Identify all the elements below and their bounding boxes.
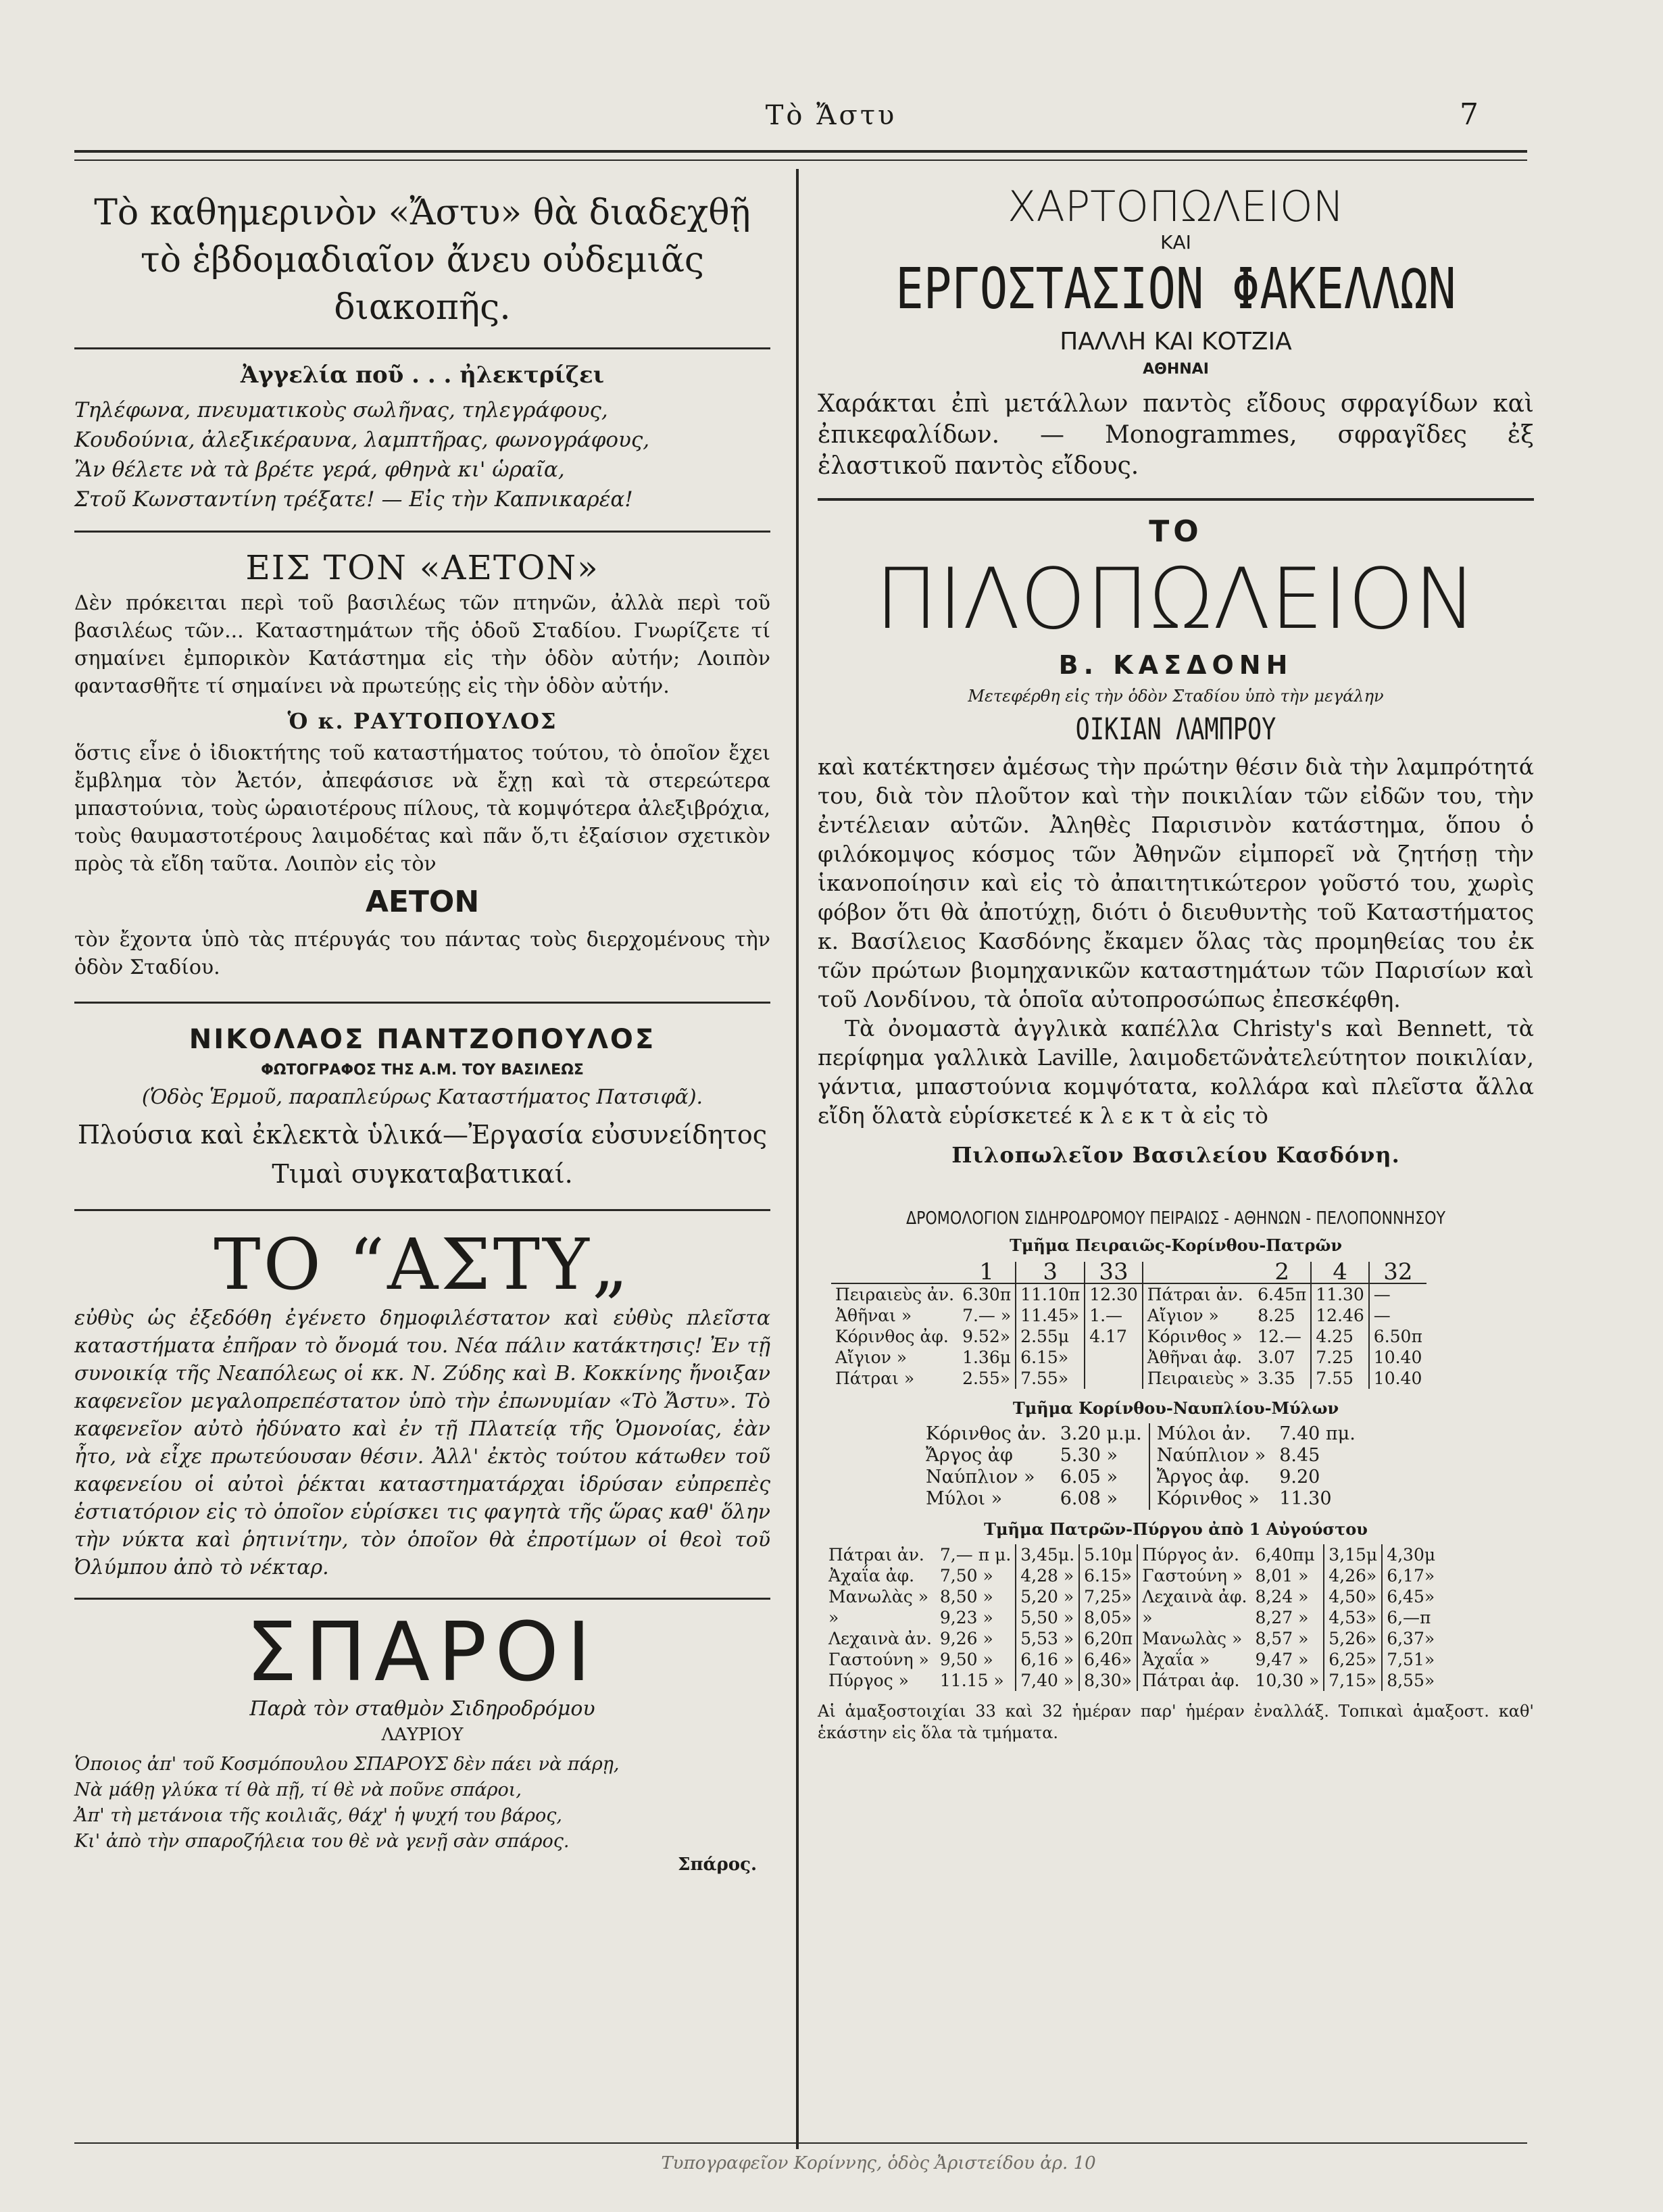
cell: 11.15 » — [939, 1671, 1004, 1690]
cell: Ἀχαΐα ἀφ. — [828, 1566, 915, 1586]
table-row — [824, 1649, 1439, 1670]
divider — [74, 347, 770, 349]
cell: 4.25 — [1311, 1326, 1369, 1347]
photographer-name: ΝΙΚΟΛΑΟΣ ΠΑΝΤΖΟΠΟΥΛΟΣ — [189, 1024, 656, 1055]
cell: 10.40 — [1369, 1347, 1426, 1368]
cell: 4,53» — [1324, 1607, 1382, 1628]
table-header-row — [831, 1262, 1426, 1283]
cell: 8,01 » — [1255, 1566, 1309, 1586]
cell: Ἄργος ἀφ — [926, 1445, 1013, 1466]
cell: 11.45» — [1016, 1305, 1085, 1326]
timetable-section-3 — [824, 1544, 1439, 1691]
cell: 2.55» — [962, 1369, 1011, 1388]
cell: 12.— — [1258, 1327, 1301, 1346]
cell: 8.45 — [1279, 1445, 1320, 1466]
cell: 4.17 — [1085, 1326, 1143, 1347]
table-row — [831, 1368, 1426, 1389]
timetable-section-2-title: Τμῆμα Κορίνθου-Ναυπλίου-Μύλων — [1012, 1398, 1339, 1418]
asty-big-title: ΤΟ “ΑΣΤΥ„ — [214, 1223, 631, 1306]
cell: 3,15μ — [1324, 1544, 1382, 1565]
col-header — [831, 1262, 958, 1283]
stationery-text: Χαράκται ἐπὶ μετάλλων παντὸς εἴδους σφραγίδων καὶ ἐπικεφαλίδων. — Monogrammes, σφραγῖδες ἐξ ἐλαστικοῦ παντὸς εἴδους. — [818, 390, 1534, 480]
asty-ad — [74, 1225, 770, 1581]
timetable-section-1 — [831, 1258, 1426, 1389]
table-row — [831, 1305, 1426, 1326]
cell: 7,15» — [1324, 1670, 1382, 1691]
cell: 8,55» — [1382, 1670, 1439, 1691]
header-rule — [74, 150, 1527, 153]
cell: 7.55 — [1311, 1368, 1369, 1389]
cell: 12.30 — [1085, 1283, 1143, 1305]
cell: 8,50 » — [939, 1587, 993, 1606]
electric-ad — [74, 362, 770, 514]
cell: Ἀθῆναι » — [835, 1306, 912, 1325]
table-row — [919, 1467, 1362, 1488]
cell: Κόρινθος » — [1143, 1326, 1254, 1347]
cell: 3.07 — [1258, 1348, 1295, 1367]
running-header: Τὸ Ἄστυ — [765, 100, 897, 131]
cell: Μύλοι » — [926, 1488, 1003, 1509]
sparoi-line-4: Κι' ἀπὸ τὴν σπαροζήλεια του θὲ νὰ γενῇ σὰν σπάρος. — [74, 1831, 570, 1852]
right-column — [818, 182, 1534, 1744]
aeton-text-1: Δὲν πρόκειται περὶ τοῦ βασιλέως τῶν πτηνῶν, ἀλλὰ περὶ τοῦ βασιλέως τῶν... Καταστημάτων τῆς ὁδοῦ Σταδίου. Γνωρίζετε τί σημαίνει ἐμπορικὸν Κατάστημα εἰς τὴν ὁδὸν αὐτήν; Λοιπὸν φαντασθῆτε τί σημαίνει νὰ πρωτεύῃς εἰς τὴν ὁδὸν αὐτήν. — [74, 591, 770, 698]
cell: Πάτραι » — [835, 1369, 915, 1388]
hat-shop-text-2: Τὰ ὀνομαστὰ ἀγγλικὰ καπέλλα Christy's καὶ Bennett, τὰ περίφημα γαλλικὰ Laville, λαιμοδετῶνἀτελεύτητον ποικιλίαν, γάντια, μπαστούνια κομψότατα, κολλάρα καὶ πλεῖστα ἄλλα εἴδη ὅλατὰ εὑρίσκετεέ κ λ ε κ τ ὰ εἰς τὸ — [818, 1015, 1534, 1129]
sparoi-line-1: Ὁποιος ἀπ' τοῦ Κοσμόπουλου ΣΠΑΡΟΥΣ δὲν πάει νὰ πάρῃ, — [74, 1754, 620, 1775]
photographer-ad — [74, 1024, 770, 1189]
footer-rule — [74, 2142, 1527, 2144]
stationery-line-2: ΚΑΙ — [1160, 231, 1191, 253]
table-row — [831, 1283, 1426, 1305]
col-header: 3 — [1016, 1262, 1085, 1283]
electric-line-1: Τηλέφωνα, πνευματικοὺς σωλῆνας, τηλεγράφους, — [74, 398, 608, 422]
cell: 8,05» — [1079, 1607, 1137, 1628]
cell: Ναύπλιον » — [1149, 1445, 1273, 1467]
cell: Πύργος ἀν. — [1137, 1544, 1251, 1565]
col-header: 32 — [1369, 1262, 1426, 1283]
cell: 4,30μ — [1382, 1544, 1439, 1565]
cell: Μανωλὰς » — [828, 1587, 929, 1606]
cell: Ἀθῆναι ἀφ. — [1143, 1347, 1254, 1368]
page-number: 7 — [1460, 97, 1479, 132]
cell: » — [1137, 1607, 1251, 1628]
cell: 9,26 » — [939, 1629, 993, 1648]
cell: 6,25» — [1324, 1649, 1382, 1670]
header-rule-2 — [74, 159, 1527, 161]
cell: 11.30 — [1311, 1283, 1369, 1305]
left-column — [74, 189, 770, 1875]
cell: 9,23 » — [939, 1608, 993, 1627]
cell: 4,28 » — [1016, 1565, 1079, 1586]
cell: 10.40 — [1369, 1368, 1426, 1389]
asty-text: εὐθὺς ὡς ἐξεδόθη ἐγένετο δημοφιλέστατον καὶ εὐθὺς πλεῖστα καταστήματα ἐπῆραν τὸ ὄνομά του. Νέα πάλιν κατάκτησις! Ἐν τῇ συνοικίᾳ τῆς Νεαπόλεως οἱ κκ. Ν. Ζύδης καὶ Β. Κοκκίνης ἤνοιξαν καφενεῖον μεγαλοπρεπέστατον ὑπὸ τὴν ἐπωνυμίαν «Τὸ Ἄστυ». Τὸ καφενεῖον αὐτὸ ἠδύνατο καὶ ἐν τῇ Πλατείᾳ τῆς Ὁμονοίας, ἐὰν ἦτο, νὰ εἶχε πρωτεύουσαν θέσιν. Ἀλλ' ἐκτὸς τούτου κάτωθεν τοῦ καφενείου οἱ αὐτοὶ ῥέκται καταστηματάρχαι ἱδρύσαν εὐπρεπὲς ἑστιατόριον εἰς τὸ ὁποῖον εὑρίσκει τις φαγητὰ τῆς ὥρας καθ' ὅλην τὴν νύκτα καὶ ῥητινίτην, τὸν ὁποῖον θὰ ἐπροτίμων οἱ θεοὶ τοῦ Ὀλύμπου ἀπὸ τὸ νέκταρ. — [74, 1306, 770, 1579]
cell: 6,46» — [1079, 1649, 1137, 1670]
electric-line-4: Στοῦ Κωνσταντίνη τρέξατε! — Εἰς τὴν Καπνικαρέα! — [74, 487, 633, 512]
cell: 6,16 » — [1016, 1649, 1079, 1670]
cell: 8.25 — [1258, 1306, 1295, 1325]
cell: 9,50 » — [939, 1650, 993, 1669]
hat-shop-the: ΤΟ — [1149, 514, 1203, 549]
cell: Πύργος » — [828, 1671, 909, 1690]
cell: — — [1369, 1305, 1426, 1326]
cell: 5,26» — [1324, 1628, 1382, 1649]
col-header: 2 — [1254, 1262, 1311, 1283]
cell: 5.30 » — [1060, 1445, 1118, 1466]
cell: 1.— — [1085, 1305, 1143, 1326]
col-header: 1 — [958, 1262, 1016, 1283]
cell: Πάτραι ἀν. — [1143, 1283, 1254, 1305]
cell: Κόρινθος ἀν. — [926, 1423, 1047, 1444]
stationery-ad — [818, 182, 1534, 482]
table-row — [824, 1544, 1439, 1565]
cell: Πειραιεὺς ἀν. — [835, 1285, 955, 1304]
cell: 6.08 » — [1060, 1488, 1118, 1509]
table-row — [919, 1423, 1362, 1445]
cell: 11.10π — [1016, 1283, 1085, 1305]
cell: 7.— » — [962, 1306, 1012, 1325]
table-row — [824, 1628, 1439, 1649]
sparoi-sub-1: Παρὰ τὸν σταθμὸν Σιδηροδρόμου — [249, 1697, 595, 1721]
timetable-section-1-title: Τμῆμα Πειραιῶς-Κορίνθου-Πατρῶν — [1009, 1235, 1343, 1255]
cell: 3.35 — [1258, 1369, 1295, 1388]
cell: 5.10μ — [1079, 1544, 1137, 1565]
cell: Πάτραι ἀν. — [828, 1545, 924, 1565]
col-header: 4 — [1311, 1262, 1369, 1283]
cell: 6.15» — [1016, 1347, 1085, 1368]
sparoi-big-title: ΣΠΑΡΟΙ — [245, 1606, 599, 1700]
cell: Γαστούνη » — [1137, 1565, 1251, 1586]
cell: 6.05 » — [1060, 1467, 1118, 1488]
cell: 6.50π — [1369, 1326, 1426, 1347]
aeton-heading: ΕΙΣ ΤΟΝ «ΑΕΤΟΝ» — [245, 548, 599, 587]
cell: Μανωλὰς » — [1137, 1628, 1251, 1649]
sparoi-line-3: Ἀπ' τὴ μετάνοια τῆς κοιλιᾶς, θάχ' ἡ ψυχή του βάρος, — [74, 1805, 562, 1826]
cell: 9.52» — [962, 1327, 1011, 1346]
cell: 9.20 — [1279, 1467, 1320, 1488]
divider — [74, 531, 770, 533]
divider — [74, 1598, 770, 1600]
cell: Ἀχαΐα » — [1137, 1649, 1251, 1670]
cell: 5,20 » — [1016, 1586, 1079, 1607]
cell: 7,40 » — [1016, 1670, 1079, 1691]
stationery-line-4: ΠΑΛΛΗ ΚΑΙ ΚΟΤΖΙΑ — [1060, 328, 1292, 355]
cell: Αἴγιον » — [1143, 1305, 1254, 1326]
cell: 6.45π — [1258, 1285, 1307, 1304]
cell: — — [1369, 1283, 1426, 1305]
aeton-ad — [74, 546, 770, 981]
cell: 6,17» — [1382, 1565, 1439, 1586]
electric-ad-heading: Ἀγγελία ποῦ . . . ἠλεκτρίζει — [240, 362, 605, 389]
col-header — [1143, 1262, 1254, 1283]
cell: 7,— π μ. — [939, 1545, 1012, 1565]
divider — [74, 1209, 770, 1211]
cell: Μύλοι ἀν. — [1149, 1423, 1273, 1445]
hat-shop-text-1: καὶ κατέκτησεν ἀμέσως τὴν πρώτην θέσιν διὰ τὴν λαμπρότητά του, διὰ τὸν πλοῦτον καὶ τὴν ποικιλίαν τῶν εἰδῶν του, τὴν ἐντέλειαν αὐτῶν. Ἀληθὲς Παρισινὸν κατάστημα, ὅπου ὁ φιλόκομψος κόσμος τῶν Ἀθηνῶν εἰμπορεῖ νὰ ζητήσῃ τὴν ἱκανοποίησιν καὶ εἰς τὸ ἀπαιτητικώτερον γοῦστό του, χωρὶς φόβον ὅτι θὰ ἀποτύχῃ, διότι ὁ διευθυντὴς τοῦ Καταστήματος κ. Βασίλειος Κασδόνης ἔκαμεν ὅλας τὰς προμηθείας του ἐκ τῶν πρώτων βιομηχανικῶν καταστημάτων τῶν Παρισίων καὶ τοῦ Λονδίνου, τὰ ὁποῖα αὐτοπροσώπως ἐπεσκέφθη. — [818, 754, 1534, 1012]
cell: Ναύπλιον » — [926, 1467, 1035, 1488]
cell: 2.55μ — [1016, 1326, 1085, 1347]
cell: 5,53 » — [1016, 1628, 1079, 1649]
cell: 4,26» — [1324, 1565, 1382, 1586]
table-row — [824, 1607, 1439, 1628]
cell: 8,57 » — [1255, 1629, 1309, 1648]
hat-shop-moved: Μετεφέρθη εἰς τὴν ὁδὸν Σταδίου ὑπὸ τὴν μεγάλην — [968, 687, 1384, 706]
cell: 7,25» — [1079, 1586, 1137, 1607]
col-header: 33 — [1085, 1262, 1143, 1283]
cell: 8,30» — [1079, 1670, 1137, 1691]
cell: 11.30 — [1279, 1488, 1332, 1509]
stationery-city: ΑΘΗΝΑΙ — [1143, 361, 1209, 378]
cell: 4,50» — [1324, 1586, 1382, 1607]
cell: 6,45» — [1382, 1586, 1439, 1607]
cell: 9,47 » — [1255, 1650, 1309, 1669]
sparoi-sub-2: ΛΑΥΡΙΟΥ — [381, 1725, 464, 1745]
timetable-title: ΔΡΟΜΟΛΟΓΙΟΝ ΣΙΔΗΡΟΔΡΟΜΟΥ ΠΕΙΡΑΙΩΣ - ΑΘΗΝΩΝ - ΠΕΛΟΠΟΝΝΗΣΟΥ — [905, 1208, 1446, 1229]
cell: 7.55» — [1016, 1368, 1085, 1389]
photographer-title: ΦΩΤΟΓΡΑΦΟΣ ΤΗΣ Α.Μ. ΤΟΥ ΒΑΣΙΛΕΩΣ — [261, 1062, 584, 1079]
cell: 1.36μ — [962, 1348, 1011, 1367]
timetable-section-2 — [919, 1423, 1362, 1510]
cell: Αἴγιον » — [835, 1348, 908, 1367]
cell: 7,51» — [1382, 1649, 1439, 1670]
daily-notice: Τὸ καθημερινὸν «Ἄστυ» θὰ διαδεχθῇ τὸ ἑβδομαδιαῖον ἄνευ οὐδεμιᾶς διακοπῆς. — [94, 193, 751, 328]
column-divider — [796, 169, 799, 2149]
table-row — [824, 1670, 1439, 1691]
cell: Λεχαινὰ ἀφ. — [1137, 1586, 1251, 1607]
hat-shop-building: ΟΙΚΙΑΝ ΛΑΜΠΡΟΥ — [1075, 712, 1276, 747]
cell — [1085, 1347, 1143, 1368]
cell: 6,40πμ — [1255, 1545, 1315, 1565]
photographer-line-2: Τιμαὶ συγκαταβατικαί. — [272, 1159, 573, 1189]
printer-footer: Τυπογραφεῖον Κορίννης, ὁδὸς Ἀριστείδου ἀρ. 10 — [661, 2153, 1096, 2173]
cell: 6,—π — [1382, 1607, 1439, 1628]
cell: » — [828, 1608, 839, 1627]
cell: Λεχαινὰ ἀν. — [828, 1629, 932, 1648]
divider — [74, 1002, 770, 1004]
railway-timetable — [818, 1208, 1534, 1744]
hat-shop-title: ΠΙΛΟΠΩΛΕΙΟΝ — [874, 551, 1477, 648]
cell: Κόρινθος » — [1149, 1488, 1273, 1510]
electric-line-3: Ἂν θέλετε νὰ τὰ βρέτε γερά, φθηνὰ κι' ὡραῖα, — [74, 458, 565, 482]
cell: Γαστούνη » — [828, 1650, 929, 1669]
cell: 12.46 — [1311, 1305, 1369, 1326]
sparoi-signature: Σπάρος. — [678, 1854, 757, 1875]
aeton-owner-name: Ὁ κ. ΡΑΥΤΟΠΟΥΛΟΣ — [287, 708, 557, 734]
photographer-line-1: Πλούσια καὶ ἐκλεκτὰ ὑλικά—Ἐργασία εὐσυνείδητος — [77, 1120, 768, 1150]
cell: 6,37» — [1382, 1628, 1439, 1649]
cell: 7.25 — [1311, 1347, 1369, 1368]
table-row — [824, 1586, 1439, 1607]
table-row — [919, 1445, 1362, 1467]
table-row — [824, 1565, 1439, 1586]
photographer-address: (Ὁδὸς Ἑρμοῦ, παραπλεύρως Καταστήματος Πατσιφᾶ). — [141, 1085, 703, 1109]
cell: 7,50 » — [939, 1566, 993, 1586]
cell: Ἄργος ἀφ. — [1149, 1467, 1273, 1488]
cell: 6.15» — [1079, 1565, 1137, 1586]
cell: 5,50 » — [1016, 1607, 1079, 1628]
timetable-section-3-title: Τμῆμα Πατρῶν-Πύργου ἀπὸ 1 Αὐγούστου — [984, 1519, 1368, 1539]
cell: 10,30 » — [1255, 1671, 1320, 1690]
divider — [818, 498, 1534, 501]
cell: 3.20 μ.μ. — [1060, 1423, 1142, 1444]
hat-shop-signature: Πιλοπωλεῖον Βασιλείου Κασδόνη. — [951, 1142, 1400, 1168]
table-row — [919, 1488, 1362, 1510]
sparoi-ad — [74, 1606, 770, 1875]
cell: 8,27 » — [1255, 1608, 1309, 1627]
cell: 8,24 » — [1255, 1587, 1309, 1606]
table-row — [831, 1326, 1426, 1347]
cell: Πάτραι ἀφ. — [1137, 1670, 1251, 1691]
sparoi-line-2: Νὰ μάθῃ γλύκα τί θὰ πῇ, τί θὲ νὰ ποῦνε σπάροι, — [74, 1779, 522, 1800]
stationery-line-1: ΧΑΡΤΟΠΩΛΕΙΟΝ — [1008, 182, 1344, 231]
cell: Πειραιεὺς » — [1143, 1368, 1254, 1389]
cell — [1085, 1368, 1143, 1389]
stationery-line-3: ΕΡΓΟΣΤΑΣΙΟΝ ΦΑΚΕΛΛΩΝ — [895, 255, 1456, 322]
cell: 7.40 πμ. — [1279, 1423, 1356, 1444]
cell: 6,20π — [1079, 1628, 1137, 1649]
cell: 6.30π — [962, 1285, 1012, 1304]
timetable-note: Αἱ ἁμαξοστοιχίαι 33 καὶ 32 ἡμέραν παρ' ἡμέραν ἐναλλάξ. Τοπικαὶ ἁμαξοστ. καθ' ἑκάστην εἰς ὅλα τὰ τμήματα. — [818, 1702, 1534, 1742]
hat-shop-ad — [818, 514, 1534, 1168]
aeton-text-2: ὅστις εἶνε ὁ ἰδιοκτήτης τοῦ καταστήματος τούτου, τὸ ὁποῖον ἔχει ἔμβλημα τὸν Ἀετόν, ἀπεφάσισε νὰ ἔχῃ καὶ τὰ στερεώτερα μπαστούνια, τοὺς ὡραιοτέρους πίλους, τὰ κομψότερα ἀλεξιβρόχια, τοὺς θαυμαστοτέρους λαιμοδέτας καὶ πᾶν ὅ,τι ἐξαίσιον σχετικὸν πρὸς τὰ εἴδη ταῦτα. Λοιπὸν εἰς τὸν — [74, 741, 770, 876]
hat-shop-owner: Β. ΚΑΣΔΟΝΗ — [1058, 650, 1293, 680]
aeton-big: ΑΕΤΟΝ — [365, 885, 480, 919]
aeton-text-3: τὸν ἔχοντα ὑπὸ τὰς πτέρυγάς του πάντας τοὺς διερχομένους τὴν ὁδὸν Σταδίου. — [74, 928, 770, 979]
electric-line-2: Κουδούνια, ἀλεξικέραυνα, λαμπτῆρας, φωνογράφους, — [74, 428, 650, 452]
cell: Κόρινθος ἀφ. — [835, 1327, 949, 1346]
cell: 3,45μ. — [1016, 1544, 1079, 1565]
table-row — [831, 1347, 1426, 1368]
